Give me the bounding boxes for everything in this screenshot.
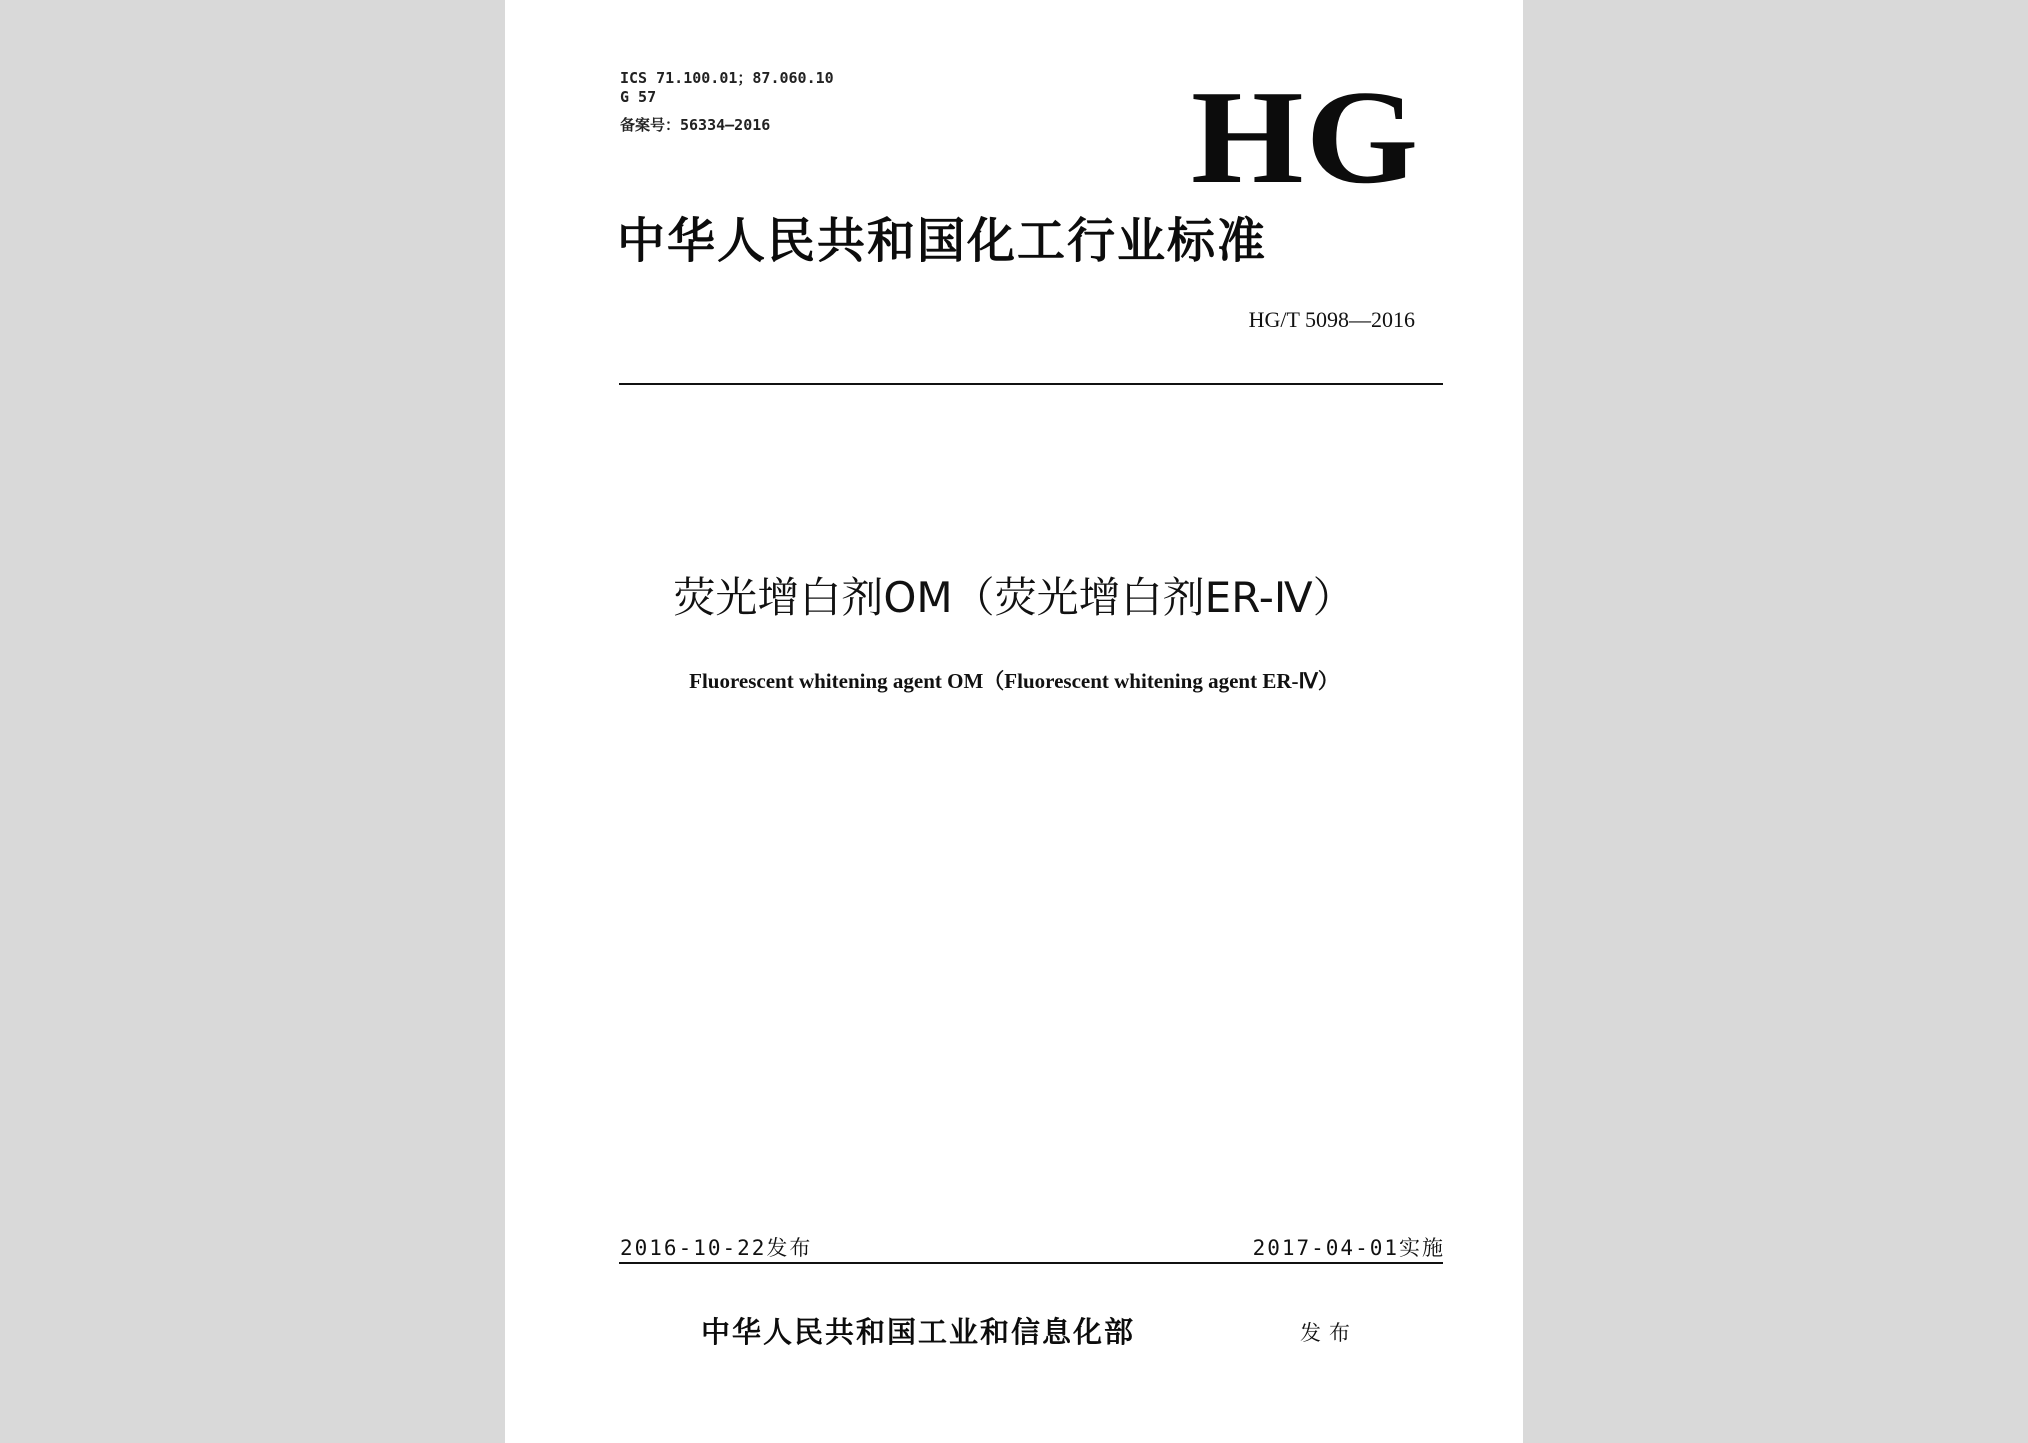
issue-date: 2016-10-22发布 [620, 1236, 813, 1260]
implementation-date: 2017-04-01实施 [1252, 1236, 1445, 1260]
classification-code: G 57 [620, 88, 657, 106]
publisher-name: 中华人民共和国工业和信息化部 [701, 1315, 1136, 1349]
record-number: 备案号：56334—2016 [620, 116, 771, 134]
bottom-divider [619, 1262, 1443, 1264]
publisher-action: 发布 [1300, 1321, 1358, 1345]
document-title-english: Fluorescent whitening agent OM（Fluorescent whitening agent ER-Ⅳ） [689, 669, 1339, 693]
hg-logo: HG [1191, 63, 1421, 211]
document-title-chinese: 荧光增白剂OM（荧光增白剂ER-Ⅳ） [673, 573, 1355, 622]
document-page [505, 0, 1523, 1443]
organization-title: 中华人民共和国化工行业标准 [617, 213, 1268, 269]
ics-code: ICS 71.100.01；87.060.10 [620, 69, 834, 87]
standard-number: HG/T 5098—2016 [1248, 307, 1415, 332]
top-divider [619, 383, 1443, 385]
